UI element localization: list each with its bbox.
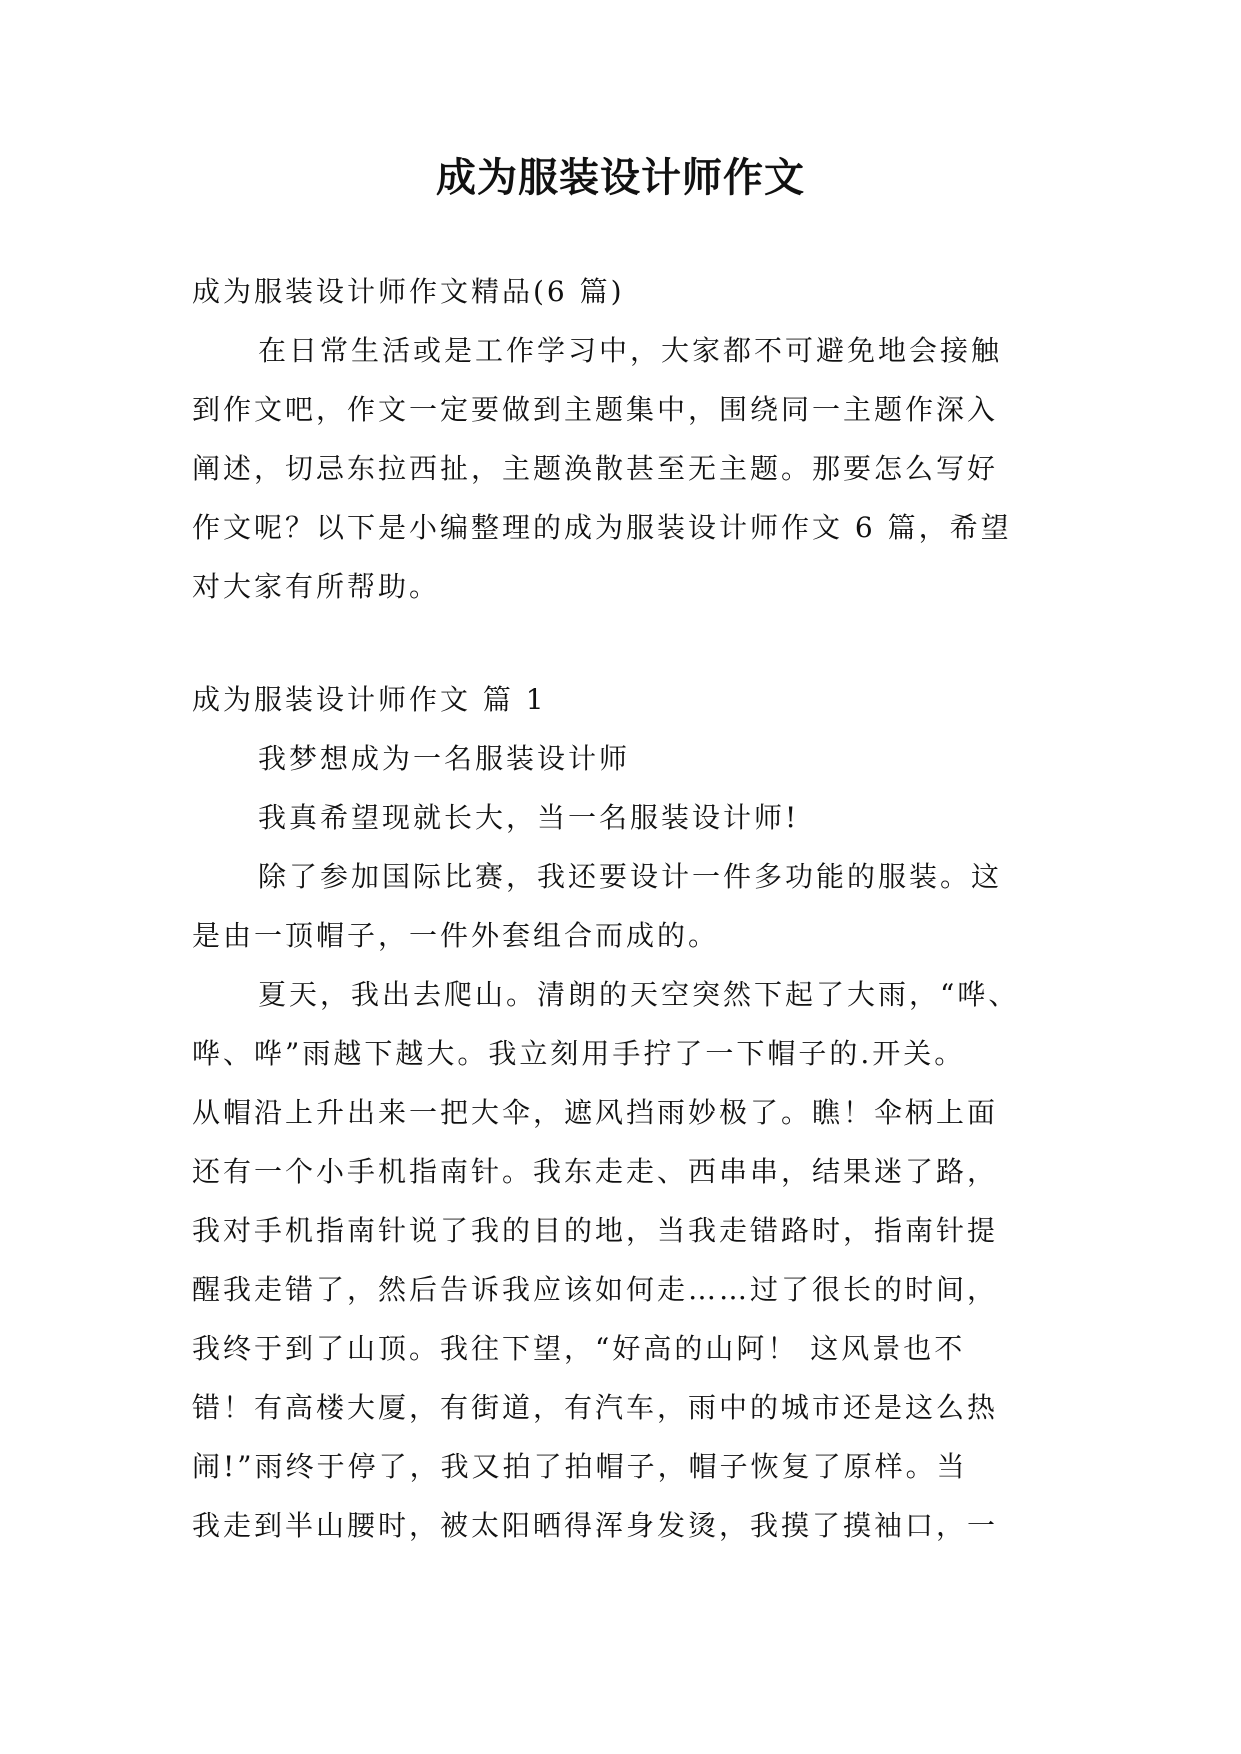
section-line: 闹!”雨终于停了，我又拍了拍帽子，帽子恢复了原样。当 (192, 1450, 968, 1483)
section-line: 夏天，我出去爬山。清朗的天空突然下起了大雨，“哗、 (258, 978, 1020, 1011)
paragraph-spacer (192, 616, 1054, 670)
section-line: 还有一个小手机指南针。我东走走、西串串，结果迷了路， (192, 1155, 999, 1188)
section-line: 我终于到了山顶。我往下望，“好高的山阿！ 这风景也不 (192, 1332, 966, 1365)
intro-line: 到作文吧，作文一定要做到主题集中，围绕同一主题作深入 (192, 393, 999, 426)
document-body (192, 262, 1054, 1555)
section-line: 我走到半山腰时，被太阳晒得浑身发烫，我摸了摸袖口，一 (192, 1509, 999, 1542)
intro-line: 对大家有所帮助。 (192, 570, 441, 603)
intro-paragraph (192, 321, 1054, 616)
intro-line: 阐述，切忌东拉西扯，主题涣散甚至无主题。那要怎么写好 (192, 452, 999, 485)
section-line: 除了参加国际比赛，我还要设计一件多功能的服装。这 (258, 860, 1003, 893)
section-line: 醒我走错了，然后告诉我应该如何走……过了很长的时间， (192, 1273, 999, 1306)
section-line: 从帽沿上升出来一把大伞，遮风挡雨妙极了。瞧！伞柄上面 (192, 1096, 999, 1129)
section-line: 错！有高楼大厦，有街道，有汽车，雨中的城市还是这么热 (192, 1391, 999, 1424)
section-line: 我梦想成为一名服装设计师 (258, 742, 631, 775)
document-title: 成为服装设计师作文 (436, 155, 805, 201)
section-line: 我对手机指南针说了我的目的地，当我走错路时，指南针提 (192, 1214, 999, 1247)
document-subtitle: 成为服装设计师作文精品(6 篇) (192, 275, 625, 308)
intro-line: 在日常生活或是工作学习中，大家都不可避免地会接触 (258, 334, 1003, 367)
section-line: 哗、哗”雨越下越大。我立刻用手拧了一下帽子的.开关。 (192, 1037, 966, 1070)
section-line: 我真希望现就长大，当一名服装设计师! (258, 801, 800, 834)
section-body (192, 729, 1054, 1555)
intro-line: 作文呢？以下是小编整理的成为服装设计师作文 6 篇，希望 (192, 511, 1012, 544)
section-heading: 成为服装设计师作文 篇 1 (192, 683, 547, 716)
section-line: 是由一顶帽子，一件外套组合而成的。 (192, 919, 720, 952)
